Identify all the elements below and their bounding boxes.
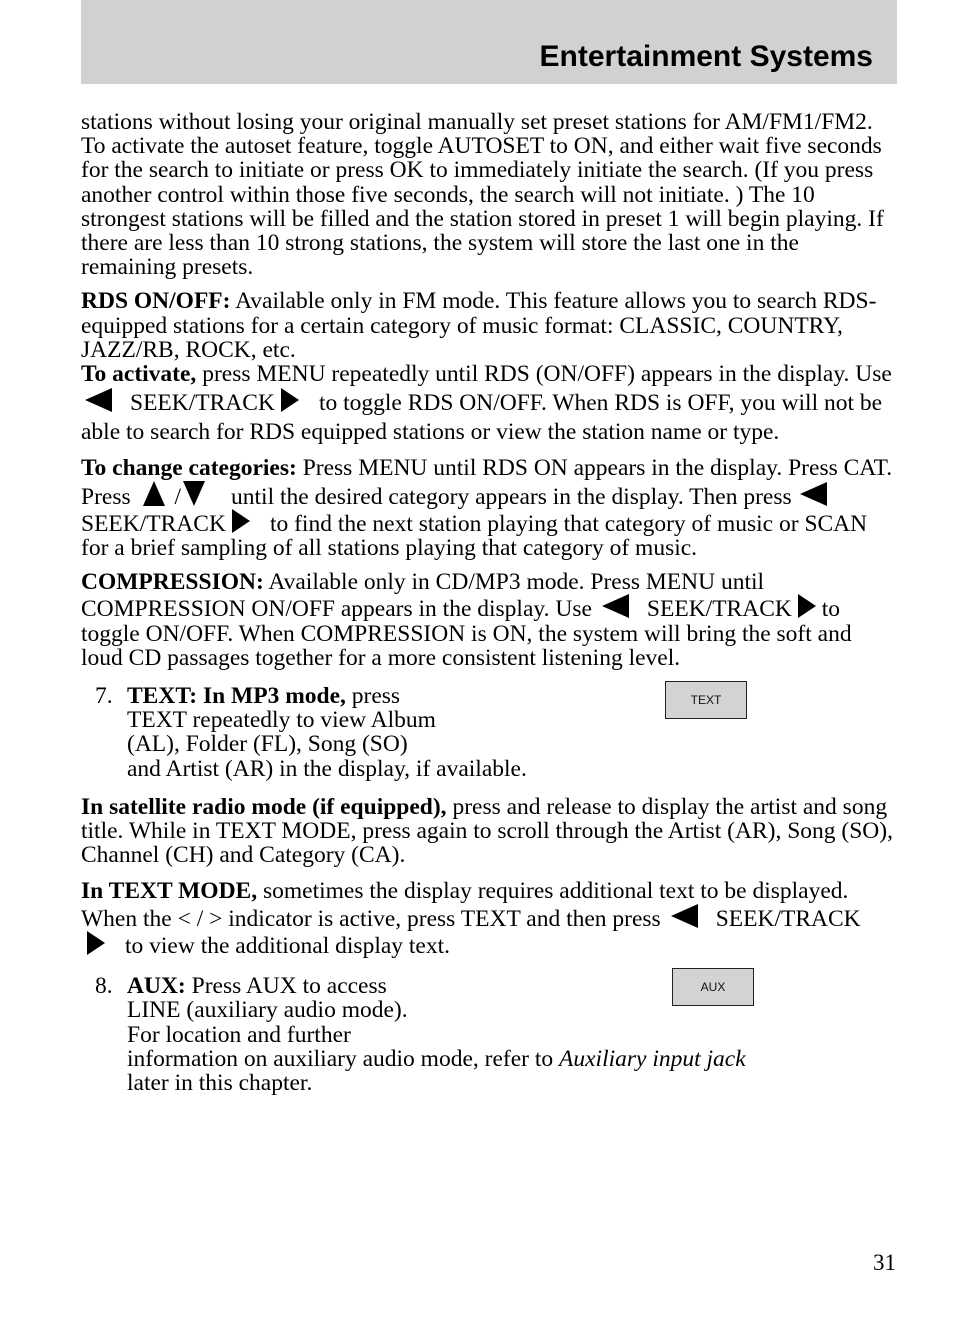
compression-seek: SEEK/TRACK	[646, 596, 792, 623]
categories-seek: SEEK/TRACK	[81, 510, 226, 537]
compression-text-2: COMPRESSION ON/OFF appears in the display. Use	[81, 596, 592, 623]
compression-text-1: Available only in CD/MP3 mode. Press MENU until	[268, 569, 765, 596]
categories-paragraph	[81, 456, 899, 560]
page-content	[81, 110, 899, 1105]
list-item-aux	[81, 974, 899, 1095]
item8-reference: Auxiliary input jack	[559, 1045, 746, 1072]
textmode-label: In TEXT MODE,	[81, 878, 258, 905]
item8-line-3: For location and further	[127, 1021, 351, 1048]
textmode-text-1: sometimes the display requires additional text to be displayed. When the < / > indicator is active, press TEXT and then	[81, 878, 849, 932]
item-number: 7.	[95, 683, 113, 710]
textmode-paragraph	[81, 879, 899, 958]
compression-paragraph	[81, 570, 899, 670]
activate-text-2: to toggle RDS ON/OFF. When	[318, 390, 609, 417]
list-item-text	[81, 684, 899, 781]
rds-label: RDS ON/OFF:	[81, 288, 231, 315]
textmode-seek: SEEK/TRACK	[715, 905, 861, 932]
seek-left-arrow-icon	[602, 594, 629, 618]
seek-right-arrow-icon	[281, 388, 299, 412]
item-number: 8.	[95, 973, 113, 1000]
activate-seek: SEEK/TRACK	[130, 390, 275, 417]
seek-right-arrow-icon	[232, 509, 250, 533]
item7-line-2: TEXT repeatedly to view Album	[127, 707, 436, 734]
seek-left-arrow-icon	[800, 482, 827, 506]
satellite-paragraph	[81, 795, 899, 868]
seek-left-arrow-icon	[85, 388, 112, 412]
categories-text-1: Press MENU until RDS ON appears in the display. Press CAT. Press	[81, 455, 893, 510]
item7-label: TEXT: In MP3 mode,	[127, 683, 346, 710]
item7-line-4: and Artist (AR) in the display, if available.	[127, 755, 527, 782]
up-arrow-icon	[143, 481, 165, 506]
text-button-illustration: TEXT	[665, 681, 747, 719]
satellite-label: In satellite radio mode (if equipped),	[81, 793, 447, 820]
compression-text-3: to toggle ON/OFF. When COMPRESSION is ON, the system will bring the soft and loud CD passages together for a more consistent listening level.	[81, 596, 852, 671]
page-header	[81, 0, 897, 84]
down-arrow-icon	[183, 481, 205, 506]
activate-text-1: press MENU repeatedly until RDS (ON/OFF) appears in the display. Use	[202, 361, 892, 388]
categories-text-2: until the desired category appears in	[231, 483, 572, 510]
item7-line-1: press	[351, 683, 401, 710]
item8-label: AUX:	[127, 973, 186, 1000]
textmode-text-2: press	[612, 905, 661, 932]
satellite-text: press and release to display the artist and song title. While in TEXT MODE, press again to scroll through the Artist (AR), Song (SO), Channel (CH) and Category (CA).	[81, 793, 893, 869]
activate-paragraph	[81, 362, 899, 444]
item8-line-2: LINE (auxiliary audio mode).	[127, 997, 408, 1024]
item8-line-5: later in this chapter.	[127, 1069, 313, 1096]
seek-right-arrow-icon	[87, 931, 105, 955]
activate-text-3: RDS is OFF, you will not be able to search for RDS equipped stations or view the station name or type.	[81, 390, 883, 446]
item7-line-3: (AL), Folder (FL), Song (SO)	[127, 731, 408, 758]
intro-paragraph: stations without losing your original manually set preset stations for AM/FM1/FM2. To activate the autoset feature, toggle AUTOSET to ON, and either wait five seconds for the search to initiate or press OK to immediately initiate the search. (If you press another control within those five seconds, the search will not initiate. ) The 10 strongest stations will be filled and the station stored in preset 1 will begin playing. If there are less than 10 strong stations, the system will store the last one in the remaining presets.	[81, 109, 884, 281]
seek-left-arrow-icon	[671, 904, 698, 928]
page-number: 31	[873, 1250, 896, 1275]
categories-text-5: playing that category of music or SCAN for a brief sampling of all stations playing that category of music.	[81, 510, 868, 562]
item8-line-1: Press AUX to access	[191, 973, 387, 1000]
item8-line-4: information on auxiliary audio mode, refer to	[127, 1045, 554, 1072]
aux-button-illustration: AUX	[672, 968, 754, 1006]
textmode-text-3: to view the additional display text.	[125, 932, 451, 959]
categories-text-3: the display. Then press	[576, 483, 792, 510]
page-title: Entertainment Systems	[539, 40, 873, 73]
activate-label: To activate,	[81, 361, 197, 388]
categories-label: To change categories:	[81, 455, 297, 482]
rds-paragraph	[81, 289, 899, 362]
compression-label: COMPRESSION:	[81, 569, 264, 596]
categories-slash: /	[174, 483, 182, 510]
categories-text-4: to find the next station	[269, 510, 482, 537]
rds-text: Available only in FM mode. This feature allows you to search RDS-equipped stations for a certain category of music format: CLASSIC, COUNTRY, JAZZ/RB, ROCK, etc.	[81, 288, 877, 363]
seek-right-arrow-icon	[798, 594, 816, 618]
